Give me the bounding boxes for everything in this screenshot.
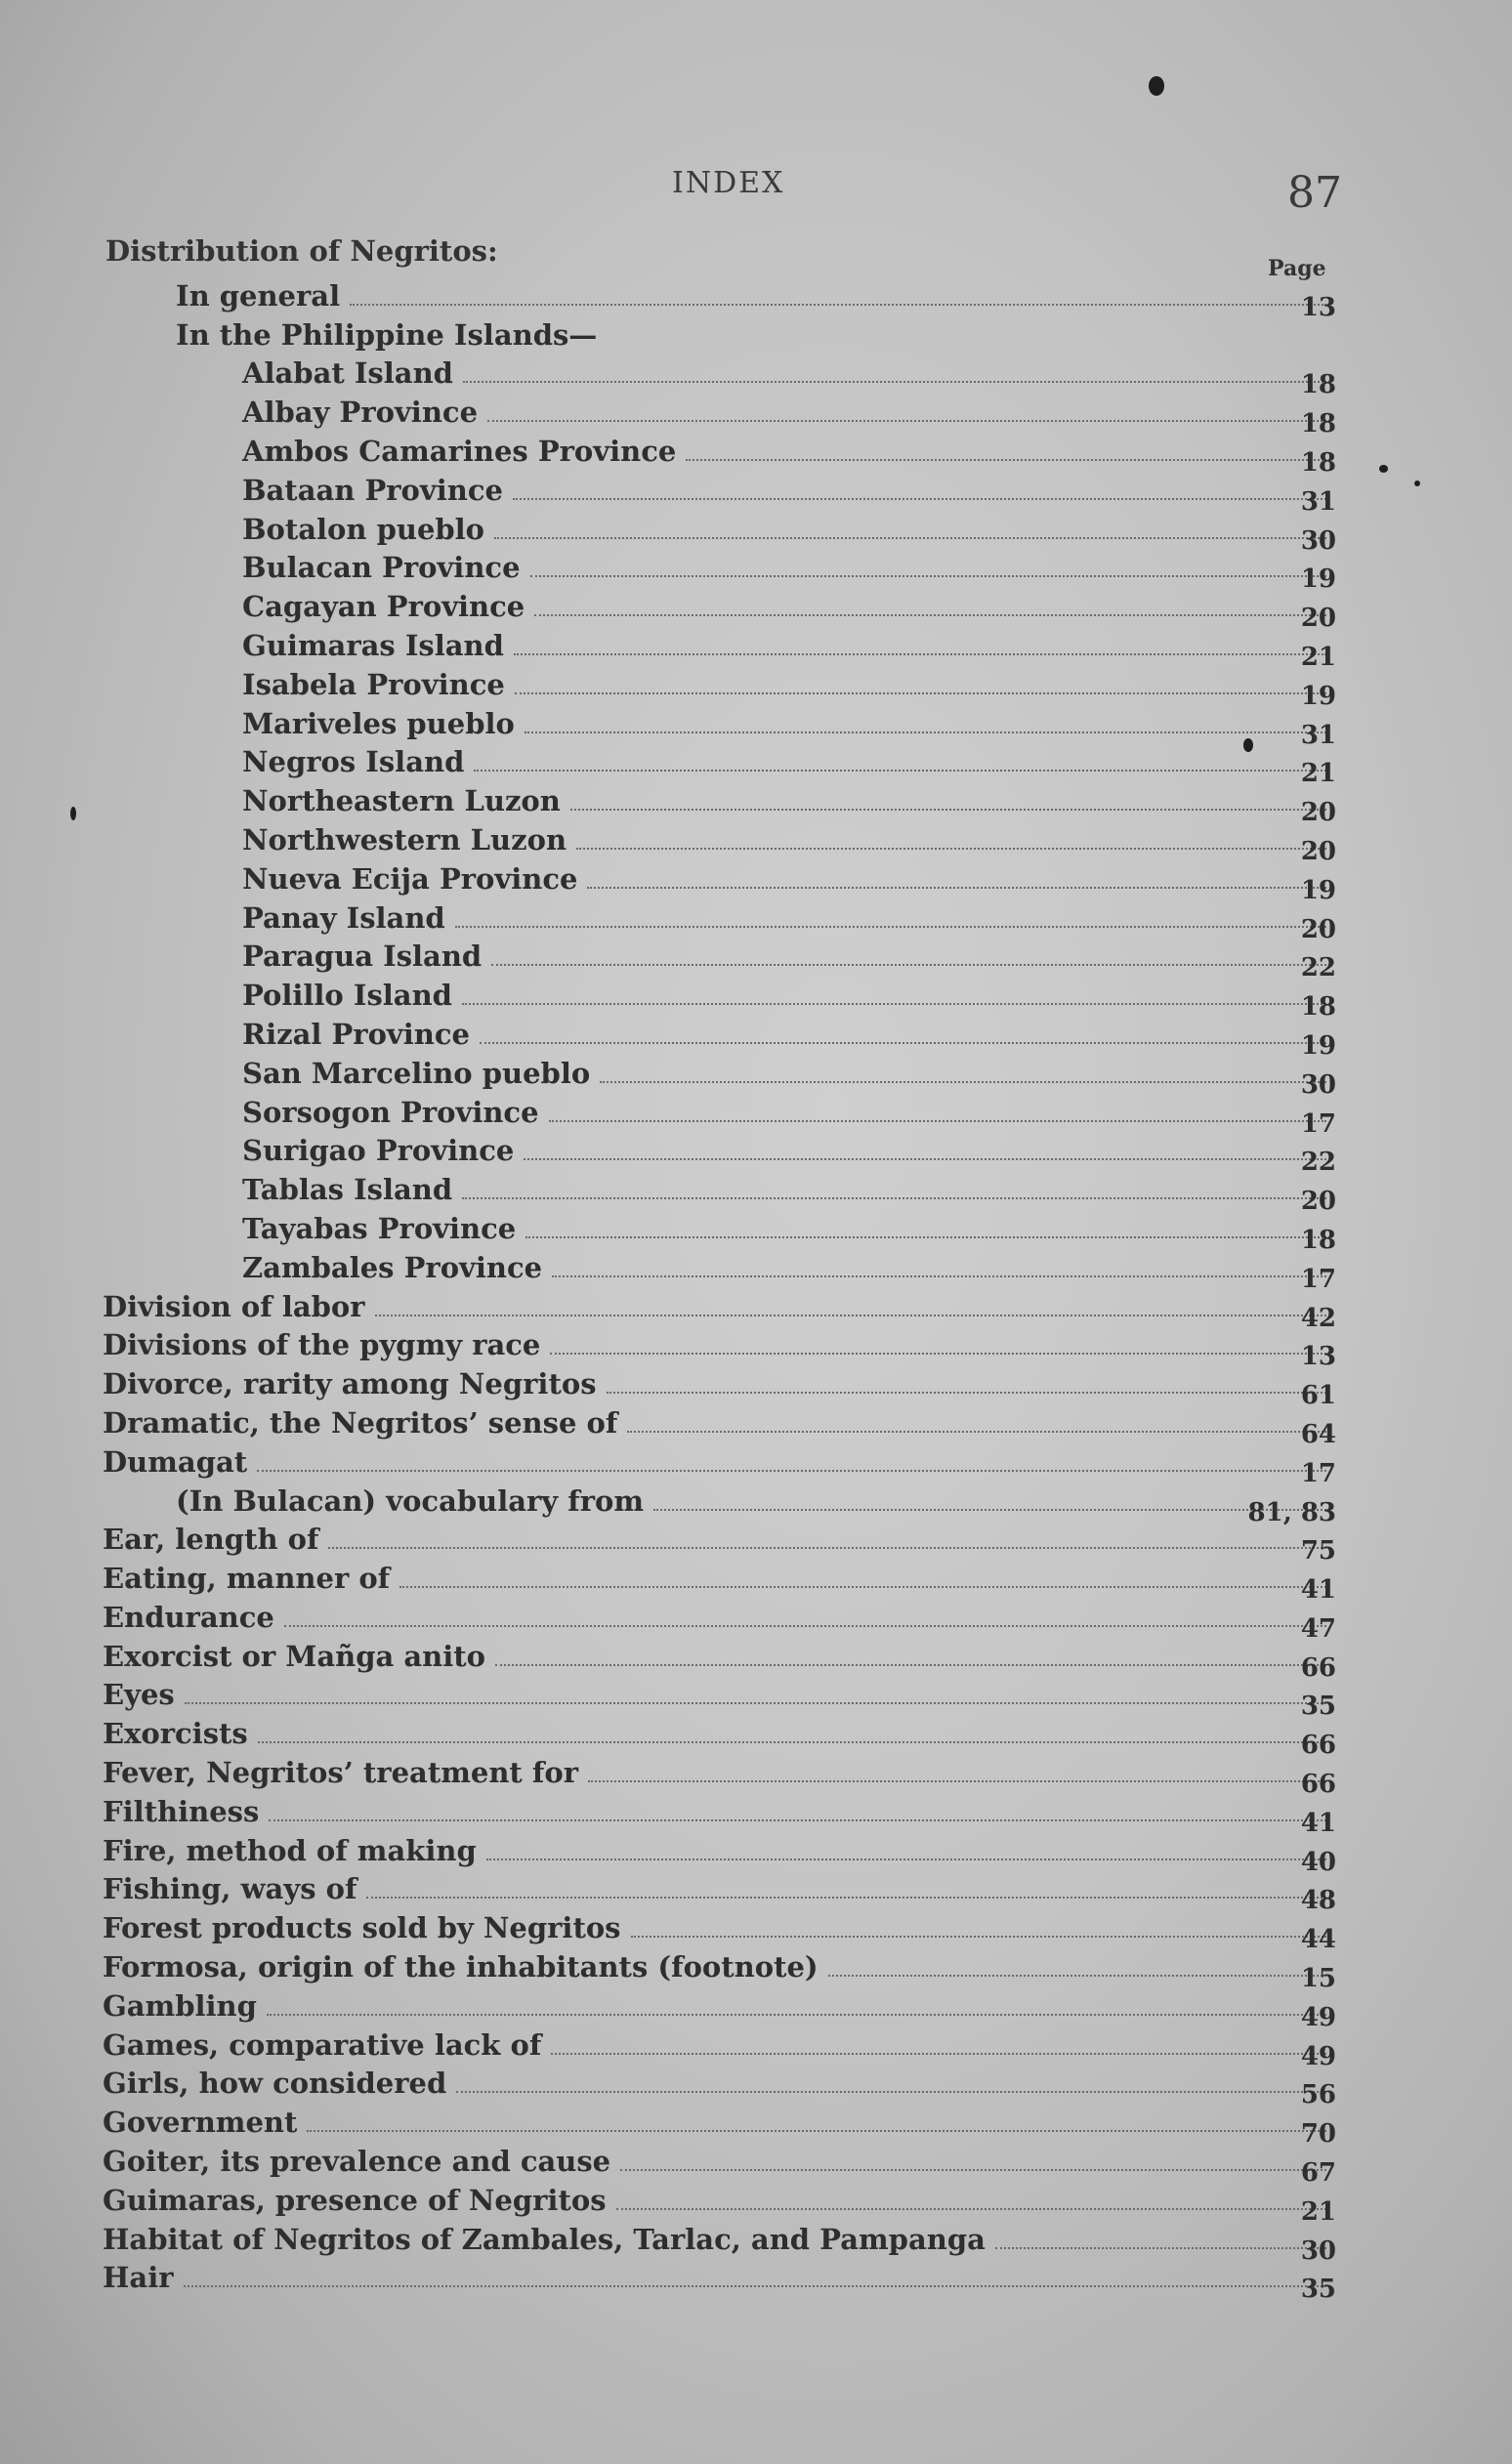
dot-leader bbox=[616, 2208, 1326, 2210]
dot-leader bbox=[399, 1586, 1326, 1588]
index-entry-label: Fishing, ways of bbox=[103, 1872, 357, 1906]
index-entry-page: 35 bbox=[1300, 2275, 1336, 2305]
dot-leader bbox=[570, 809, 1326, 811]
index-entry-page: 18 bbox=[1300, 992, 1336, 1023]
ink-speck bbox=[1243, 738, 1253, 752]
index-entry bbox=[0, 273, 1512, 322]
dot-leader bbox=[653, 1509, 1326, 1511]
index-entry-label: Division of labor bbox=[103, 1289, 365, 1323]
page-column-label: Page bbox=[1268, 256, 1326, 281]
index-entry bbox=[0, 2062, 1512, 2110]
index-entry bbox=[0, 1634, 1512, 1683]
dot-leader bbox=[495, 1664, 1326, 1666]
index-entry bbox=[0, 1711, 1512, 1761]
dot-leader bbox=[515, 692, 1326, 694]
dot-leader bbox=[491, 964, 1326, 966]
index-entry bbox=[0, 429, 1512, 478]
index-entry bbox=[0, 2178, 1512, 2227]
index-entry-label: San Marcelino pueblo bbox=[242, 1056, 591, 1090]
dot-leader bbox=[620, 2169, 1326, 2171]
index-entry bbox=[0, 973, 1512, 1023]
index-entry-label: Endurance bbox=[103, 1600, 274, 1634]
index-entry-label: Eyes bbox=[103, 1678, 175, 1712]
index-entry-label: Mariveles pueblo bbox=[242, 706, 515, 740]
index-entry-label: Hair bbox=[103, 2261, 174, 2295]
index-entry-label: Guimaras, presence of Negritos bbox=[103, 2183, 607, 2217]
index-entry-page: 20 bbox=[1300, 604, 1336, 634]
index-entry-label: Fire, method of making bbox=[103, 1833, 477, 1867]
dot-leader bbox=[587, 887, 1326, 889]
index-entry-label: Exorcist or Mañga anito bbox=[103, 1639, 485, 1673]
index-entry-label: Sorsogon Province bbox=[242, 1095, 539, 1129]
index-entry-label: Guimaras Island bbox=[242, 628, 504, 662]
index-entry bbox=[0, 1440, 1512, 1488]
dot-leader bbox=[284, 1625, 1326, 1627]
index-entry-label: Dumagat bbox=[103, 1444, 248, 1479]
index-entry-label: Isabela Province bbox=[242, 667, 505, 701]
index-entry-page: 19 bbox=[1300, 681, 1336, 711]
dot-leader bbox=[375, 1315, 1326, 1316]
index-entry-page: 15 bbox=[1300, 1964, 1336, 1994]
index-entry-page: 47 bbox=[1300, 1613, 1336, 1644]
index-entry-label: Filthiness bbox=[103, 1794, 260, 1828]
dot-leader bbox=[184, 2285, 1327, 2287]
index-entry-label: Exorcists bbox=[103, 1717, 248, 1751]
page-number: 87 bbox=[1287, 168, 1342, 218]
index-entry-page: 42 bbox=[1300, 1303, 1336, 1333]
index-entry bbox=[0, 896, 1512, 944]
dot-leader bbox=[487, 420, 1326, 422]
index-entry bbox=[0, 584, 1512, 634]
index-entry-label: Fever, Negritos’ treatment for bbox=[103, 1756, 579, 1790]
index-entry bbox=[0, 1595, 1512, 1644]
dot-leader bbox=[524, 1158, 1326, 1160]
index-entry bbox=[0, 1789, 1512, 1838]
index-entry bbox=[0, 2023, 1512, 2071]
dot-leader bbox=[513, 498, 1326, 500]
dot-leader bbox=[267, 2014, 1326, 2016]
dot-leader bbox=[462, 1003, 1326, 1005]
index-entry bbox=[0, 1284, 1512, 1333]
index-entry-label: Tayabas Province bbox=[242, 1211, 517, 1245]
dot-leader bbox=[366, 1897, 1326, 1899]
dot-leader bbox=[455, 926, 1326, 928]
index-entry bbox=[0, 1905, 1512, 1955]
index-entry bbox=[0, 1245, 1512, 1294]
index-entry-label: Panay Island bbox=[242, 900, 445, 935]
index-entry-page: 35 bbox=[1300, 1691, 1336, 1722]
index-entry bbox=[0, 390, 1512, 439]
index-entry bbox=[0, 1361, 1512, 1411]
dot-leader bbox=[494, 537, 1326, 539]
index-entry bbox=[0, 507, 1512, 556]
index-entry-page: 22 bbox=[1300, 953, 1336, 983]
index-entry-page: 44 bbox=[1300, 1925, 1336, 1955]
dot-leader bbox=[525, 731, 1326, 733]
index-entry-page: 17 bbox=[1300, 1264, 1336, 1294]
dot-leader bbox=[258, 1741, 1326, 1743]
index-entry-label: Ear, length of bbox=[103, 1523, 319, 1557]
index-entry bbox=[0, 546, 1512, 595]
index-entry-label: Nueva Ecija Province bbox=[242, 861, 578, 896]
index-entry-label: In general bbox=[176, 278, 341, 313]
dot-leader bbox=[530, 575, 1326, 577]
index-entry-label: (In Bulacan) vocabulary from bbox=[176, 1483, 645, 1518]
index-entry bbox=[0, 1323, 1512, 1372]
index-entry-page: 17 bbox=[1300, 1458, 1336, 1488]
dot-leader bbox=[534, 614, 1326, 616]
dot-leader bbox=[185, 1702, 1326, 1704]
index-entry bbox=[0, 1012, 1512, 1061]
index-entry-page: 18 bbox=[1300, 1225, 1336, 1255]
index-entry-page: 61 bbox=[1300, 1381, 1336, 1411]
index-entry-page: 75 bbox=[1300, 1536, 1336, 1566]
index-entry bbox=[0, 1400, 1512, 1449]
index-entry-page: 40 bbox=[1300, 1847, 1336, 1877]
index-entry-page: 13 bbox=[1300, 1342, 1336, 1372]
index-entry-page: 19 bbox=[1300, 564, 1336, 595]
index-entry-page: 19 bbox=[1300, 1030, 1336, 1061]
index-entry-page: 41 bbox=[1300, 1808, 1336, 1838]
running-header-title: INDEX bbox=[672, 166, 785, 200]
dot-leader bbox=[627, 1431, 1326, 1433]
index-entry-page: 70 bbox=[1300, 2119, 1336, 2150]
index-entry-label: Northeastern Luzon bbox=[242, 784, 561, 818]
index-entry-page: 13 bbox=[1300, 292, 1336, 322]
index-entry bbox=[0, 1206, 1512, 1255]
index-entry bbox=[0, 1828, 1512, 1877]
index-entry-label: Alabat Island bbox=[242, 356, 453, 391]
index-entry-list bbox=[0, 273, 1512, 2305]
index-entry bbox=[0, 1673, 1512, 1722]
index-entry-label: Divorce, rarity among Negritos bbox=[103, 1367, 597, 1401]
index-entry-page: 18 bbox=[1300, 370, 1336, 400]
index-entry-page: 64 bbox=[1300, 1419, 1336, 1449]
index-entry bbox=[0, 352, 1512, 400]
index-entry-page: 22 bbox=[1300, 1148, 1336, 1178]
index-entry-page: 20 bbox=[1300, 1187, 1336, 1217]
dot-leader bbox=[607, 1392, 1326, 1394]
dot-leader bbox=[551, 2053, 1326, 2055]
index-entry bbox=[0, 1867, 1512, 1916]
dot-leader bbox=[350, 304, 1326, 306]
index-entry-label: Girls, how considered bbox=[103, 2067, 447, 2101]
dot-leader bbox=[550, 1353, 1326, 1355]
index-entry-page: 19 bbox=[1300, 875, 1336, 905]
index-entry-label: Formosa, origin of the inhabitants (footnote) bbox=[103, 1950, 819, 1984]
index-entry-label: Cagayan Province bbox=[242, 590, 525, 624]
index-entry-label: Eating, manner of bbox=[103, 1562, 391, 1596]
index-entry-label: Negros Island bbox=[242, 745, 465, 779]
dot-leader bbox=[328, 1547, 1326, 1549]
index-entry-label: Polillo Island bbox=[242, 979, 452, 1013]
index-entry bbox=[0, 623, 1512, 672]
dot-leader bbox=[307, 2130, 1326, 2132]
dot-leader bbox=[588, 1780, 1326, 1782]
index-entry-page: 31 bbox=[1300, 486, 1336, 517]
index-entry bbox=[0, 740, 1512, 789]
index-entry-label: Games, comparative lack of bbox=[103, 2027, 542, 2062]
index-entry-page: 41 bbox=[1300, 1575, 1336, 1606]
dot-leader bbox=[631, 1936, 1326, 1938]
index-entry-page: 66 bbox=[1300, 1731, 1336, 1761]
index-entry-page: 30 bbox=[1300, 525, 1336, 556]
index-entry-page: 21 bbox=[1300, 759, 1336, 789]
dot-leader bbox=[462, 1197, 1326, 1199]
index-entry-page: 30 bbox=[1300, 1069, 1336, 1100]
index-entry bbox=[0, 1944, 1512, 1994]
index-entry-label: Botalon pueblo bbox=[242, 512, 485, 546]
dot-leader bbox=[525, 1236, 1326, 1238]
index-entry-label: Zambales Province bbox=[242, 1250, 543, 1284]
index-entry-page: 66 bbox=[1300, 1770, 1336, 1800]
index-entry-label: Paragua Island bbox=[242, 940, 483, 974]
index-entry bbox=[0, 817, 1512, 866]
index-entry-label: Gambling bbox=[103, 1988, 257, 2023]
dot-leader bbox=[576, 848, 1326, 850]
index-entry-label: Rizal Province bbox=[242, 1017, 470, 1051]
index-entry bbox=[0, 1129, 1512, 1178]
index-entry-page: 20 bbox=[1300, 836, 1336, 866]
dot-leader bbox=[257, 1470, 1326, 1472]
dot-leader bbox=[514, 653, 1326, 655]
index-entry-label: Tablas Island bbox=[242, 1173, 453, 1207]
index-entry-label: Bataan Province bbox=[242, 473, 503, 507]
index-entry-label: Ambos Camarines Province bbox=[242, 434, 677, 468]
index-entry-label: Habitat of Negritos of Zambales, Tarlac, and Pampanga bbox=[103, 2222, 986, 2256]
index-entry bbox=[0, 2139, 1512, 2189]
index-entry-label: Albay Province bbox=[242, 396, 479, 430]
index-entry bbox=[0, 2100, 1512, 2150]
index-entry-page: 81, 83 bbox=[1247, 1497, 1336, 1527]
index-entry bbox=[0, 662, 1512, 711]
index-entry-label: Goiter, its prevalence and cause bbox=[103, 2145, 611, 2179]
dot-leader bbox=[549, 1120, 1326, 1122]
index-entry bbox=[0, 1479, 1512, 1527]
ink-speck bbox=[1414, 480, 1420, 486]
dot-leader bbox=[269, 1819, 1326, 1821]
dot-leader bbox=[456, 2091, 1326, 2093]
index-entry-label: In the Philippine Islands— bbox=[176, 317, 598, 352]
index-entry bbox=[0, 1518, 1512, 1566]
index-entry bbox=[0, 1167, 1512, 1217]
ink-speck bbox=[1149, 76, 1164, 96]
index-entry bbox=[0, 1750, 1512, 1800]
index-entry-page: 31 bbox=[1300, 720, 1336, 750]
index-entry bbox=[0, 701, 1512, 750]
dot-leader bbox=[463, 381, 1326, 383]
index-entry-label: Government bbox=[103, 2106, 298, 2140]
index-entry bbox=[0, 2256, 1512, 2305]
index-entry bbox=[0, 2217, 1512, 2266]
index-entry-page: 67 bbox=[1300, 2158, 1336, 2189]
index-entry-page: 49 bbox=[1300, 2002, 1336, 2032]
dot-leader bbox=[686, 459, 1326, 461]
dot-leader bbox=[600, 1081, 1326, 1083]
index-entry bbox=[0, 1984, 1512, 2032]
index-entry-label: Forest products sold by Negritos bbox=[103, 1911, 621, 1945]
index-entry bbox=[0, 1556, 1512, 1606]
section-heading: Distribution of Negritos: bbox=[105, 234, 498, 268]
dot-leader bbox=[552, 1275, 1326, 1277]
index-entry bbox=[0, 468, 1512, 517]
index-entry bbox=[0, 856, 1512, 905]
index-entry-label: Divisions of the pygmy race bbox=[103, 1328, 541, 1362]
index-entry-label: Northwestern Luzon bbox=[242, 822, 567, 856]
index-entry-page: 20 bbox=[1300, 798, 1336, 828]
ink-speck bbox=[1379, 465, 1388, 473]
index-entry-page: 30 bbox=[1300, 2235, 1336, 2266]
index-entry-page: 66 bbox=[1300, 1652, 1336, 1683]
index-entry bbox=[0, 935, 1512, 983]
dot-leader bbox=[480, 1042, 1326, 1044]
index-entry-page: 17 bbox=[1300, 1108, 1336, 1139]
dot-leader bbox=[474, 770, 1326, 772]
dot-leader bbox=[486, 1858, 1326, 1860]
index-entry bbox=[0, 1051, 1512, 1100]
index-entry-page: 21 bbox=[1300, 642, 1336, 672]
index-entry-page: 56 bbox=[1300, 2080, 1336, 2110]
ink-speck bbox=[70, 807, 76, 820]
index-entry bbox=[0, 1090, 1512, 1139]
index-entry-page: 21 bbox=[1300, 2196, 1336, 2227]
index-entry-label: Bulacan Province bbox=[242, 551, 521, 585]
index-entry-page: 20 bbox=[1300, 914, 1336, 944]
index-entry-page: 48 bbox=[1300, 1886, 1336, 1916]
index-entry-page: 49 bbox=[1300, 2041, 1336, 2071]
index-entry bbox=[0, 778, 1512, 828]
index-entry bbox=[0, 313, 1512, 352]
index-entry-page: 18 bbox=[1300, 409, 1336, 439]
index-entry-page: 18 bbox=[1300, 447, 1336, 478]
index-entry-label: Dramatic, the Negritos’ sense of bbox=[103, 1405, 618, 1440]
index-entry-label: Surigao Province bbox=[242, 1134, 515, 1168]
